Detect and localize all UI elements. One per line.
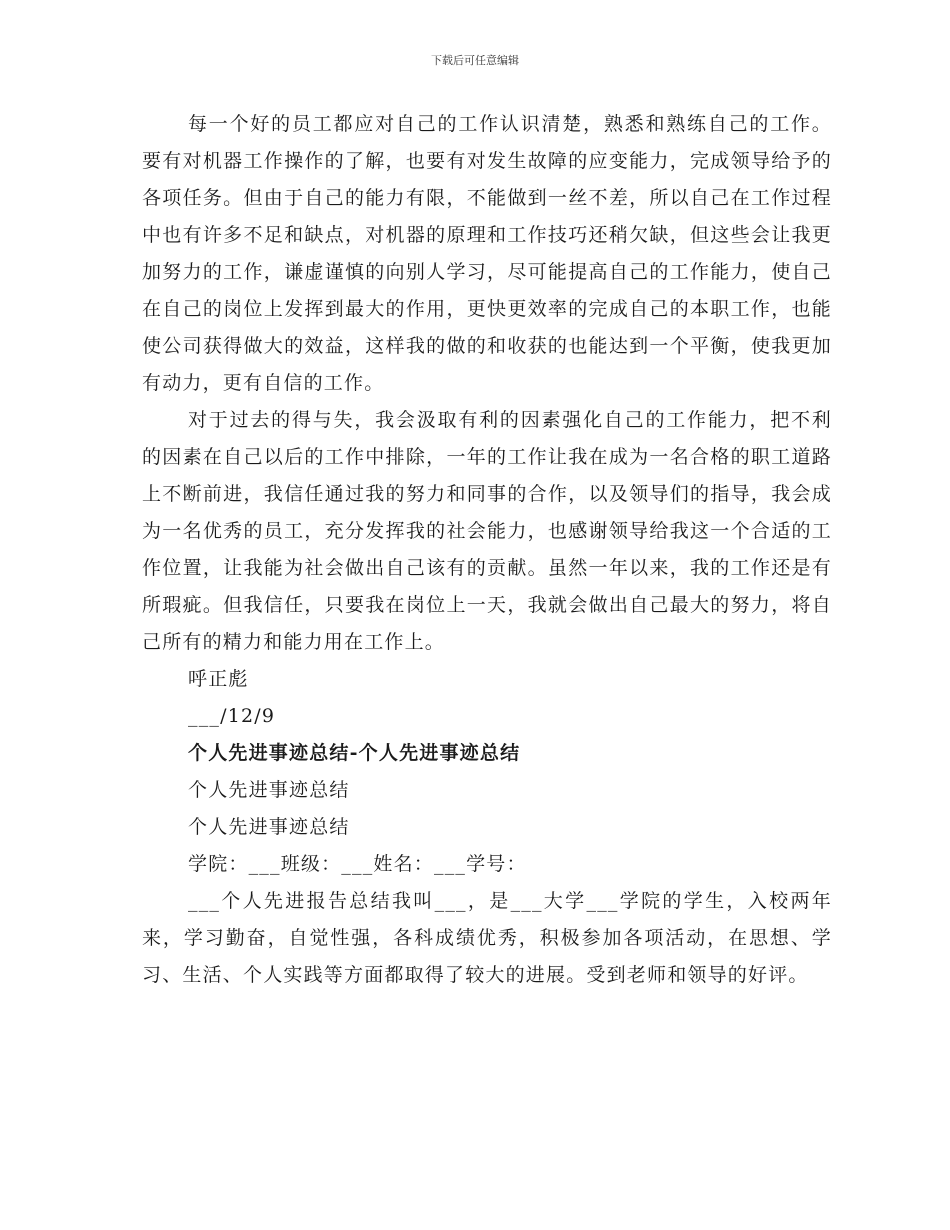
page-header: 下载后可任意编辑 [431,54,519,67]
student-info-line: 学院：___班级：___姓名：___学号： [188,853,527,875]
signature: 呼正彪 [188,668,249,690]
paragraph-self-introduction: ___个人先进报告总结我叫___，是___大学___学院的学生，入校两年来，学习勤奋，自觉性强，各科成绩优秀，积极参加各项活动，在思想、学习、生活、个人实践等方面都取得了较大的进展。受到老师和领导的好评。 [142,890,832,986]
paragraph-work-attitude: 每一个好的员工都应对自己的工作认识清楚，熟悉和熟练自己的工作。要有对机器工作操作的了解，也要有对发生故障的应变能力，完成领导给予的各项任务。但由于自己的能力有限，不能做到一丝不差，所以自己在工作过程中也有许多不足和缺点，对机器的原理和工作技巧还稍欠缺，但这些会让我更加努力的工作，谦虚谨慎的向别人学习，尽可能提高自己的工作能力，使自己在自己的岗位上发挥到最大的作用，更快更效率的完成自己的本职工作，也能使公司获得做大的效益，这样我的做的和收获的也能达到一个平衡，使我更加有动力，更有自信的工作。 [142,113,832,394]
section-title: 个人先进事迹总结-个人先进事迹总结 [188,742,521,764]
document-body [142,106,832,994]
subtitle: 个人先进事迹总结 [188,779,350,801]
paragraph-gains-losses: 对于过去的得与失，我会汲取有利的因素强化自己的工作能力，把不利的因素在自己以后的工作中排除，一年的工作让我在成为一名合格的职工道路上不断前进，我信任通过我的努力和同事的合作，以及领导们的指导，我会成为一名优秀的员工，充分发挥我的社会能力，也感谢领导给我这一个合适的工作位置，让我能为社会做出自己该有的贡献。虽然一年以来，我的工作还是有所瑕疵。但我信任，只要我在岗位上一天，我就会做出自己最大的努力，将自己所有的精力和能力用在工作上。 [142,409,832,653]
date: ___/12/9 [188,705,276,727]
subtitle: 个人先进事迹总结 [188,816,350,838]
